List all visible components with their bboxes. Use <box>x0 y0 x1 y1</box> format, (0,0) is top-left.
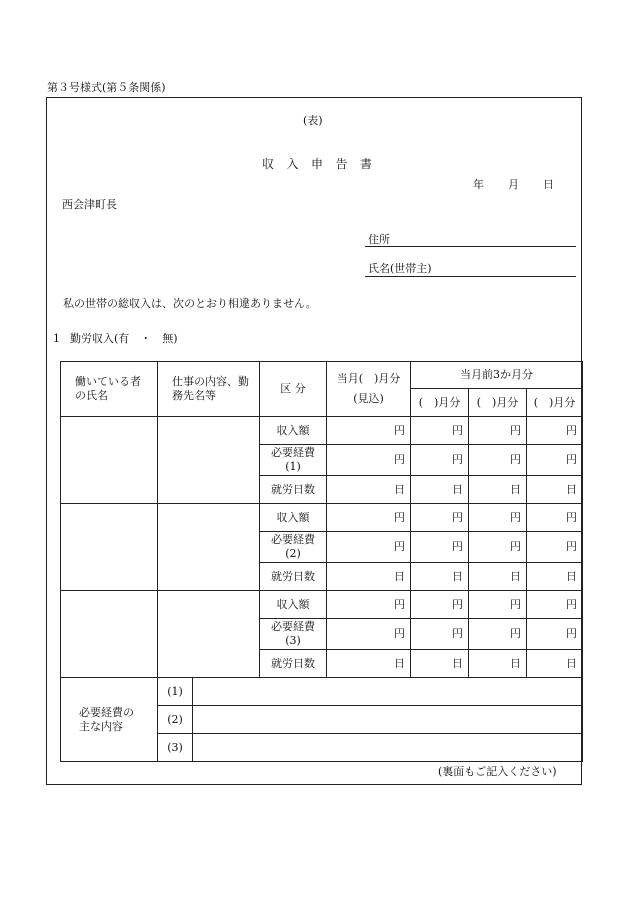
title-char: 収 <box>262 157 275 171</box>
days-cell[interactable]: 日 <box>411 476 469 504</box>
expense-label: 必要経費 <box>271 533 315 547</box>
income-table <box>60 361 583 762</box>
header-month-col: ( )月分 <box>469 389 527 417</box>
amount-cell[interactable]: 円 <box>469 445 527 476</box>
expense-number: (3) <box>285 634 301 647</box>
amount-cell[interactable]: 円 <box>527 445 583 476</box>
amount-cell[interactable]: 円 <box>527 532 583 563</box>
table-row <box>61 504 583 532</box>
days-cell[interactable]: 日 <box>327 563 411 591</box>
amount-cell[interactable]: 円 <box>411 591 469 619</box>
header-job: 仕事の内容、勤務先名等 <box>158 362 260 417</box>
expense-label: 必要経費 <box>271 620 315 634</box>
amount-cell[interactable]: 円 <box>411 445 469 476</box>
title-char: 書 <box>359 157 372 171</box>
category-days: 就労日数 <box>260 476 327 504</box>
category-income: 収入額 <box>260 504 327 532</box>
category-expense <box>260 619 327 650</box>
worker-name-cell[interactable] <box>61 504 158 591</box>
category-expense <box>260 532 327 563</box>
days-cell[interactable]: 日 <box>327 476 411 504</box>
current-month-label: 当月( )月分 <box>336 372 401 386</box>
worker-name-cell[interactable] <box>61 591 158 678</box>
title-char: 告 <box>335 157 348 171</box>
amount-cell[interactable]: 円 <box>469 619 527 650</box>
job-cell[interactable] <box>158 591 260 678</box>
expense-detail-field[interactable] <box>193 706 583 734</box>
side-label: (表) <box>303 114 323 127</box>
current-month-estimate: (見込) <box>353 392 384 405</box>
header-category: 区 分 <box>260 362 327 417</box>
amount-cell[interactable]: 円 <box>469 591 527 619</box>
amount-cell[interactable]: 円 <box>411 532 469 563</box>
addressee: 西会津町長 <box>62 198 117 211</box>
amount-cell[interactable]: 円 <box>527 417 583 445</box>
table-row <box>61 591 583 619</box>
header-current-month <box>327 362 411 417</box>
amount-cell[interactable]: 円 <box>469 417 527 445</box>
amount-cell[interactable]: 円 <box>327 417 411 445</box>
category-expense <box>260 445 327 476</box>
amount-cell[interactable]: 円 <box>327 532 411 563</box>
section-number: 1 <box>53 332 60 345</box>
expense-detail-number: (3) <box>158 734 193 762</box>
date-day-label: 日 <box>543 178 554 191</box>
header-month-col: ( )月分 <box>527 389 583 417</box>
category-income: 収入額 <box>260 417 327 445</box>
days-cell[interactable]: 日 <box>327 650 411 678</box>
amount-cell[interactable]: 円 <box>411 504 469 532</box>
category-days: 就労日数 <box>260 650 327 678</box>
header-worker-name: 働いている者の氏名 <box>61 362 158 417</box>
title-char: 申 <box>310 157 323 171</box>
days-cell[interactable]: 日 <box>411 563 469 591</box>
amount-cell[interactable]: 円 <box>527 591 583 619</box>
expense-detail-row <box>61 678 583 706</box>
category-income: 収入額 <box>260 591 327 619</box>
expense-number: (1) <box>285 460 301 473</box>
expense-label: 必要経費 <box>271 446 315 460</box>
footer-note: (裏面もご記入ください) <box>438 765 557 778</box>
form-title <box>262 158 372 170</box>
days-cell[interactable]: 日 <box>469 563 527 591</box>
amount-cell[interactable]: 円 <box>327 591 411 619</box>
section-title: 勤労収入(有 ・ 無) <box>70 332 178 345</box>
amount-cell[interactable]: 円 <box>527 619 583 650</box>
days-cell[interactable]: 日 <box>527 650 583 678</box>
expense-detail-number: (2) <box>158 706 193 734</box>
declaration-text: 私の世帯の総収入は、次のとおり相違ありません。 <box>63 297 317 310</box>
amount-cell[interactable]: 円 <box>327 504 411 532</box>
title-char: 入 <box>286 157 299 171</box>
expense-number: (2) <box>285 547 301 560</box>
category-days: 就労日数 <box>260 563 327 591</box>
expense-detail-field[interactable] <box>193 734 583 762</box>
job-cell[interactable] <box>158 417 260 504</box>
days-cell[interactable]: 日 <box>411 650 469 678</box>
address-label: 住所 <box>368 233 390 246</box>
days-cell[interactable]: 日 <box>527 563 583 591</box>
amount-cell[interactable]: 円 <box>469 532 527 563</box>
worker-name-cell[interactable] <box>61 417 158 504</box>
days-cell[interactable]: 日 <box>527 476 583 504</box>
date-month-label: 月 <box>508 178 519 191</box>
name-line[interactable] <box>365 276 576 277</box>
expense-detail-number: (1) <box>158 678 193 706</box>
days-cell[interactable]: 日 <box>469 650 527 678</box>
table-row <box>61 417 583 445</box>
amount-cell[interactable]: 円 <box>469 504 527 532</box>
form-number: 第３号様式(第５条関係) <box>47 81 166 94</box>
name-label: 氏名(世帯主) <box>368 262 432 275</box>
amount-cell[interactable]: 円 <box>411 619 469 650</box>
address-line[interactable] <box>365 246 576 247</box>
expense-detail-field[interactable] <box>193 678 583 706</box>
amount-cell[interactable]: 円 <box>411 417 469 445</box>
amount-cell[interactable]: 円 <box>527 504 583 532</box>
days-cell[interactable]: 日 <box>469 476 527 504</box>
header-prev-three-months: 当月前3か月分 <box>411 362 583 389</box>
amount-cell[interactable]: 円 <box>327 619 411 650</box>
header-month-col: ( )月分 <box>411 389 469 417</box>
expense-detail-label: 必要経費の主な内容 <box>61 678 158 762</box>
amount-cell[interactable]: 円 <box>327 445 411 476</box>
job-cell[interactable] <box>158 504 260 591</box>
date-year-label: 年 <box>473 178 484 191</box>
